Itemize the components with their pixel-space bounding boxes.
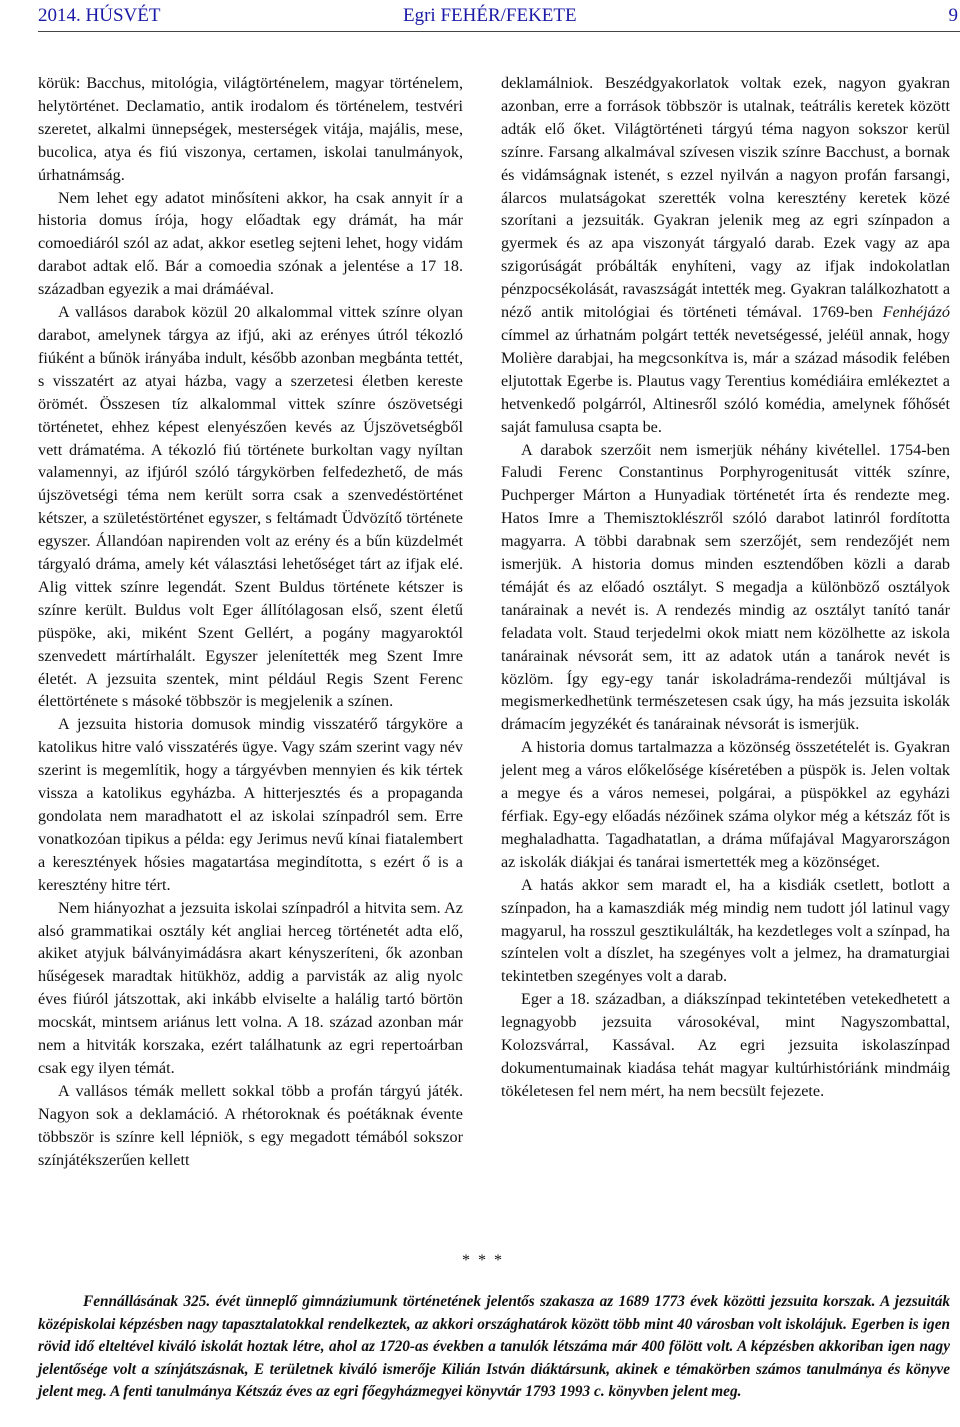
page-header <box>38 2 960 32</box>
paragraph: Eger a 18. században, a diákszínpad tekintetében vetekedhetett a legnagyobb jezsuita városokéval, mint Nagyszombattal, Kolozsvárral, Kassával. Az egri jezsuita iskolaszínpad dokumentumainak kiadása tehát magyar kultúrhistóriánk mindmáig tökéletesen fel nem mért, ha nem becsült fejezete. <box>501 990 950 1100</box>
section-separator: * * * <box>462 1252 504 1269</box>
play-title: Fenhéjázó <box>882 303 950 322</box>
header-rule <box>38 31 960 32</box>
paragraph: A hatás akkor sem maradt el, ha a kisdiák csetlett, botlott a színpadon, ha a kamaszdiák még mindig nem tudott jól latinul vagy magyarul, ha rosszul gesztikulálták, ha kezdetleges volt a színpad, ha színtelen volt a díszlet, ha szegényes volt a jelmez, ha dramaturgiai tekintetben szegényes volt a darab. <box>501 875 950 986</box>
paragraph: A vallásos darabok közül 20 alkalommal vittek színre olyan darabot, amelynek tárgya az ifjú, aki az erényes útról tékozló fiúként a bűnök irányába indult, később azonban megbánta tettét, s visszatért az atyai házba, vagy a szerzetesi életben kereste örömét. Összesen tíz alkalommal vittek színre ószövetségi történetet, ehhez képest elenyészően kevés az Újszövetségből vett drámatéma. A tékozló fiú története burkoltan vagy nyíltan valamennyi, az ifjúról szóló tárgykörben felfedezhető, de más újszövetségi téma nem került sorra csak a szenvedéstörténet kétszer, a születéstörténet egyszer, s feltámadt Üdvözítő története egyszer. Állandóan napirenden volt az erény és a bűn küzdelmét tárgyaló dráma, amely két választási lehetőséget tárt az ifjak elé. Alig vittek színre legendát. Szent Buldus története kétszer is színre került. Buldus volt Eger állítólagosan első, szent életű püspöke, aki, miként Szent Gellért, a pogány magyaroktól szenvedett mártírhalált. Egyszer jelenítették meg Szent Imre életét. A jezsuita szentek, mint például Regis Szent Ferenc élettörténete s másoké többször is megjelenik a színen. <box>38 303 463 711</box>
paragraph-text: címmel az úrhatnám polgárt tették nevetségessé, jeléül annak, hogy Molière darabjai, ha megcsonkítva is, már a század második felében eljutottak Egerbe is. Plautus vagy Terentius komédiáira emlékeztet a hetvenkedő polgárról, Altinesről szóló komédia, amelynek főhősét saját famulusa csapta be. <box>501 325 950 436</box>
page-number: 9 <box>948 5 958 26</box>
paragraph <box>501 72 950 439</box>
paragraph-text: deklamálniok. Beszédgyakorlatok voltak ezek, nagyon gyakran azonban, erre a források többször is utalnak, teátrális keretek között adták elő őket. Világtörténeti tárgyú téma nagyon sokszor kerül színre. Farsang alkalmával szívesen viszik színre Bacchust, a bornak és vidámságnak istenét, s ezzel nyilván a nagyon profán farsangi, álarcos mulatságokat szerették volna keresztény keretek közé szorítani a jezsuiták. Gyakran jelenik meg az egri színpadon a gyermek és az apa viszonyát tárgyaló darab. Ezek vagy az apa szigorúságát próbálták enyhíteni, vagy az ifjak indokolatlan pénzpocsékolását, ravaszságát intették meg. Gyakran találkozhatott a néző antik mitológiai és történeti témával. 1769-ben <box>501 74 950 322</box>
publication-title: Egri FEHÉR/FEKETE <box>403 5 577 26</box>
paragraph: A darabok szerzőit nem ismerjük néhány kivétellel. 1754-ben Faludi Ferenc Constantinus Porphyrogenitusát vitték színre, Puchperger Márton a Hunyadiak történetét írta és rendezte meg. Hatos Imre a Themisztoklészről szóló darabot latinról fordította magyarra. A többi darabnak sem szerzőjét, sem rendezőjét nem ismerjük. A historia domus minden esztendőben közli a darab témáját és az előadó osztályt. S megadja a különböző osztályok tanárainak a nevét is. A rendezés mindig az osztályt tanító tanár feladata volt. Staud terjedelmi okok miatt nem közölhette az iskola tanárainak névsorát sem, itt az adatok után a tanárok nevét is közlöm. Így egy-egy tanár iskoladráma-rendezői múltjával is megismerkedhetünk természetesen csak úgy, ha más jezsuita iskolák drámacím jegyzékét és tanárainak névsorát is ismerjük. <box>501 440 950 734</box>
paragraph: Nem hiányozhat a jezsuita iskolai színpadról a hitvita sem. Az alsó grammatikai osztály két angliai herceg történetét adta elő, akiket atyjuk bálványimádásra akart kényszeríteni, ők azonban hűségesek maradtak hitükhöz, addig a parvisták az alig nyolc éves fiúról játszottak, aki inkább elviselte a halálig tartó börtön mocskát, mintsem ariánus lett volna. A 18. század azonban már nem a hitviták korszaka, ezért találhatunk az egri repertoárban csak egy ilyen témát. <box>38 898 463 1077</box>
paragraph: Nem lehet egy adatot minősíteni akkor, ha csak annyit ír a historia domus írója, hogy előadtak egy drámát, ha már comoediáról szól az adat, akkor esetleg sejteni lehet, hogy vidám darabot adtak elő. Bár a comoedia szónak a jelentése a 17 18. században egyezik a mai drámáéval. <box>38 188 463 299</box>
paragraph: körük: Bacchus, mitológia, világtörténelem, magyar történelem, helytörténet. Declamatio, antik irodalom és történelem, testvéri szeretet, alkalmi ünnepségek, mesterségek vitája, majális, mese, bucolica, atya és fiú viszonya, certamen, iskolai tanulmányok, úrhatnámság. <box>38 74 463 184</box>
paragraph: A jezsuita historia domusok mindig visszatérő tárgyköre a katolikus hitre való visszatérés ügye. Vagy szám szerint vagy név szerint is megemlítik, hogy a tárgyévben mennyien és kik tértek vissza a katolikus egyházba. A hitterjesztés és a propaganda gondolata nem maradhatott el az iskolai színpadról sem. Erre vonatkozóan tipikus a példa: egy Jerimus nevű kínai fiatalembert a keresztények hősies magatartása megindította, s ezért ő is a keresztény hitre tért. <box>38 715 463 894</box>
right-column <box>501 72 950 1103</box>
paragraph: A historia domus tartalmazza a közönség összetételét is. Gyakran jelent meg a város előkelősége kíséretében a püspök is. Jelen voltak a megye és a város nemesei, polgárai, a püspökkel az egyházi férfiak. Egy-egy előadás nézőinek száma olykor még a kétszáz főt is meghaladhatta. Tagadhatatlan, a dráma műfajával Magyarországon az iskolák diákjai és tanárai ismertették meg a közönséget. <box>501 738 950 871</box>
footer-note: Fennállásának 325. évét ünneplő gimnáziumunk történetének jelentős szakasza az 1689 1773 évek közötti jezsuita korszak. A jezsuiták középiskolai képzésben nagy tapasztalatokkal rendelkeztek, az akkori országhatárok között több mint 40 városban volt iskolájuk. Egerben is igen rövid idő elteltével kiváló iskolát hoztak létre, ahol az 1720-as években a tanulók létszáma már 400 fölött volt. A képzésben akkoriban igen nagy jelentősége volt a színjátszásnak, E területnek kiváló ismerője Kilián István diáktársunk, akinek e témakörben számos tanulmánya és könyve jelent meg. A fenti tanulmánya Kétszáz éves az egri főegyházmegyei könyvtár 1793 1993 c. könyvben jelent meg. <box>38 1293 950 1401</box>
paragraph: A vallásos témák mellett sokkal több a profán tárgyú játék. Nagyon sok a deklamáció. A rhétoroknak és poétáknak évente többször is színre kell lépniök, s egy megadott témából sokszor színjátékszerűen kellett <box>38 1081 463 1169</box>
issue-label: 2014. HÚSVÉT <box>38 5 161 26</box>
left-column <box>38 72 463 1172</box>
